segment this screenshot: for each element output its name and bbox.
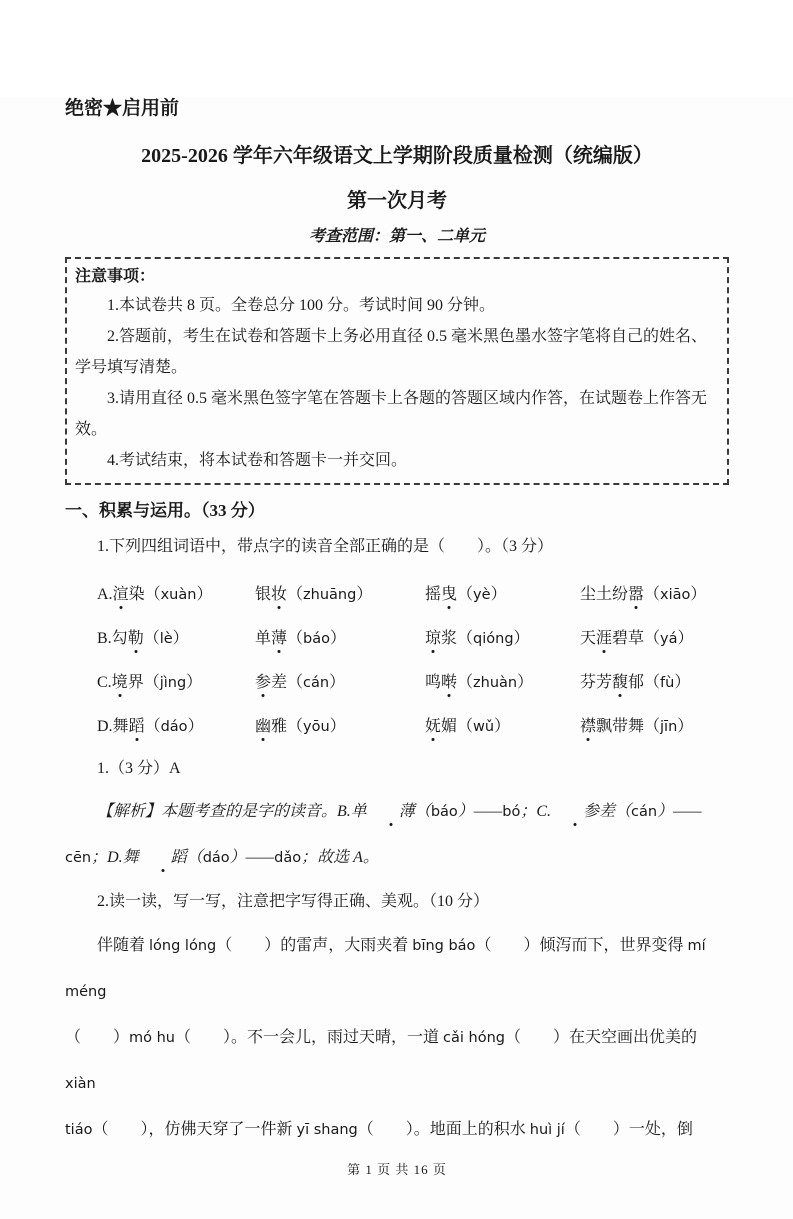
- notice-item-2: 2.答题前，考生在试卷和答题卡上务必用直径 0.5 毫米黑色墨水签字笔将自己的姓名、学号填写清楚。: [75, 328, 708, 376]
- exam-subtitle: 第一次月考: [347, 190, 447, 212]
- q1-option-c3: 鸣啭（zhuàn）: [425, 674, 534, 691]
- q1-option-b2: 单薄（báo）: [255, 630, 347, 647]
- q1-option-a2: 银妆（zhuāng）: [255, 586, 373, 603]
- q1-stem: 1.下列四组词语中，带点字的读音全部正确的是（ ）。（3 分）: [97, 538, 554, 555]
- q2-line-1: 伴随着 lóng lóng（ ）的雷声，大雨夹着 bīng báo（ ）倾泻而下，世界变得 mí méng: [65, 937, 706, 1000]
- q1-option-row-b: [97, 617, 729, 661]
- secrecy-label: 绝密★启用前: [65, 98, 180, 119]
- q1-option-b3: 琼浆（qióng）: [425, 630, 530, 647]
- q2-stem: 2.读一读，写一写，注意把字写得正确、美观。（10 分）: [97, 893, 490, 910]
- q1-option-a3: 摇曳（yè）: [425, 586, 507, 603]
- q1-option-b4: 天涯碧草（yá）: [580, 630, 694, 647]
- q1-option-row-a: [97, 573, 729, 617]
- notice-item-3: 3.请用直径 0.5 毫米黑色签字笔在答题卡上各题的答题区域内作答，在试题卷上作答无效。: [75, 390, 708, 438]
- q1-option-d3: 妩媚（wǔ）: [425, 718, 511, 735]
- exam-paper-page: [0, 97, 793, 1219]
- q2-line-2: （ ）mó hu（ ）。不一会儿，雨过天晴，一道 cǎi hóng（ ）在天空画出优美的 xiàn: [65, 1029, 697, 1092]
- q1-answer: 1.（3 分）A: [97, 760, 181, 777]
- q1-option-row-d: [97, 705, 729, 749]
- q1-option-c4: 芬芳馥郁（fù）: [580, 674, 691, 691]
- notice-item-1: 1.本试卷共 8 页。全卷总分 100 分。考试时间 90 分钟。: [107, 297, 496, 314]
- q1-option-b1: B.勾勒（lè）: [97, 630, 189, 647]
- q1-option-c2: 参差（cán）: [255, 674, 346, 691]
- q1-options: [97, 573, 729, 749]
- notice-item-4: 4.考试结束，将本试卷和答题卡一并交回。: [107, 452, 408, 469]
- exam-scope: 考查范围：第一、二单元: [308, 228, 485, 245]
- q1-option-c1: C.境界（jìng）: [97, 674, 203, 691]
- q2-line-3: tiáo（ ），仿佛天穿了一件新 yī shang（ ）。地面上的积水 huì jí（ ）一处，倒: [65, 1121, 693, 1138]
- notice-box: [65, 257, 729, 485]
- q1-option-d2: 幽雅（yōu）: [255, 718, 346, 735]
- page-footer: 第 1 页 共 16 页: [347, 1162, 447, 1177]
- q1-analysis: 【解析】本题考查的是字的读音。B.单 薄（báo）——bó；C. 参差（cán）——cēn；D.舞 蹈（dáo）——dǎo；故选 A。: [65, 803, 702, 866]
- notice-heading: 注意事项：: [75, 268, 156, 285]
- q1-option-a1: A.渲染（xuàn）: [97, 586, 213, 603]
- q1-option-row-c: [97, 661, 729, 705]
- exam-title: 2025-2026 学年六年级语文上学期阶段质量检测（统编版）: [141, 145, 653, 167]
- q1-option-d4: 襟飘带舞（jīn）: [580, 718, 694, 735]
- q1-option-a4: 尘土纷嚣（xiāo）: [580, 586, 707, 603]
- section-1-heading: 一、积累与运用。（33 分）: [65, 501, 265, 520]
- q1-option-d1: D.舞蹈（dáo）: [97, 718, 204, 735]
